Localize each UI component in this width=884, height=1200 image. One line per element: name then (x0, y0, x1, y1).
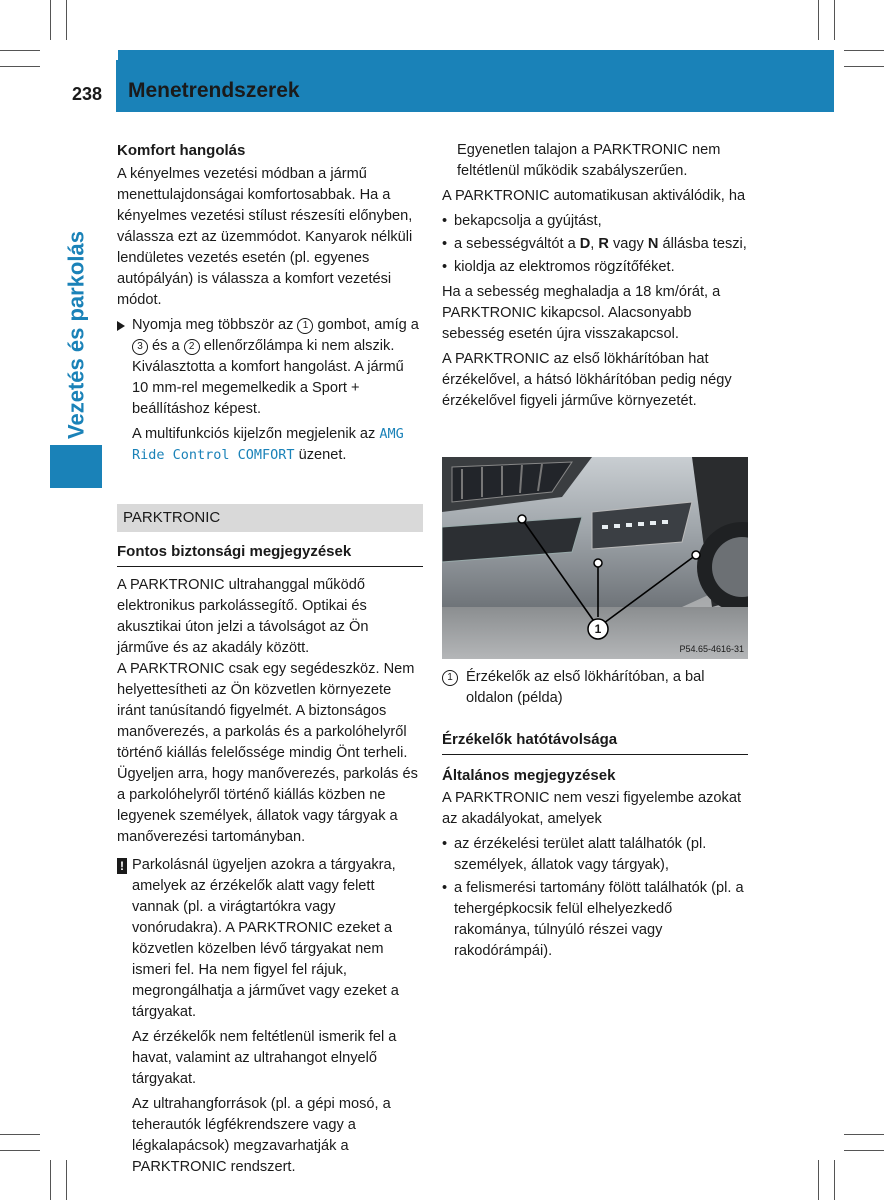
crop-mark (50, 0, 51, 40)
gear-d: D (579, 236, 591, 252)
crop-mark (66, 1160, 67, 1200)
crop-mark (844, 66, 884, 67)
gear-r: R (598, 236, 609, 252)
header-divider-line (116, 60, 118, 112)
crop-mark (66, 0, 67, 40)
crop-mark (50, 1160, 51, 1200)
callout-2-icon: 2 (184, 339, 200, 355)
safety-paragraph-2: A PARKTRONIC csak egy segédeszköz. Nem helyettesítheti az Ön közvetlen környezete iránt tanúsítandó figyelmét. A biztonságos manőverezés, a parkolás és a parkolóhelyről történő kiállás felelőssége mindig Önt terheli. Ügyeljen arra, hogy manőverezés, parkolás és a parkolóhelyről történő kiállás közben ne legyenek személyek, állatok vagy tárgyak a manőverezési tartományban. (117, 661, 418, 845)
right-column (442, 140, 748, 412)
list-text: vagy (608, 236, 648, 252)
list-item (442, 234, 748, 255)
step-text: ellenőrzőlámpa ki nem alszik. (199, 338, 395, 354)
list-text: állásba teszi, (658, 236, 747, 252)
warning-paragraph-3: Az ultrahangforrások (pl. a gépi mosó, a teherautók légfékrendszere vagy a légkalapácsok) megzavarhatják a PARKTRONIC rendszert. (132, 1096, 391, 1175)
crop-mark (844, 1134, 884, 1135)
display-code: AMG Ride Control COMFORT (132, 426, 404, 463)
warning-icon: ! (117, 858, 127, 874)
auto-activation-paragraph: A PARKTRONIC automatikusan aktiválódik, ha (442, 188, 746, 204)
step-arrow-icon (117, 321, 125, 331)
komfort-heading: Komfort hangolás (117, 142, 246, 159)
warning-paragraph-2: Az érzékelők nem feltétlenül ismerik fel a havat, valamint az ultrahangot elnyelő tárgyakat. (132, 1029, 397, 1087)
list-item: • a felismerési tartomány fölött találhatók (pl. a tehergépkocsik felül elhelyezkedő rakománya, túlnyúló részei vagy rakodórámpái). (442, 878, 748, 962)
bumper-sensor-photo (442, 457, 748, 659)
crop-mark (818, 0, 819, 40)
photo-caption (442, 667, 748, 709)
speed-paragraph: Ha a sebesség meghaladja a 18 km/órát, a PARKTRONIC kikapcsol. Alacsonyabb sebesség esetén újra visszakapcsol. (442, 284, 721, 342)
page-number: 238 (72, 84, 103, 104)
sensors-paragraph: A PARKTRONIC az első lökhárítóban hat érzékelővel, a hátsó lökhárítóban pedig négy érzékelővel figyeli járműve környezetét. (442, 351, 732, 409)
step-text: gombot, amíg a (313, 317, 419, 333)
caption-text: Érzékelők az első lökhárítóban, a bal oldalon (példa) (466, 669, 705, 706)
callout-1-icon: 1 (442, 670, 458, 686)
instruction-step (117, 315, 423, 357)
crop-mark (834, 0, 835, 40)
crop-mark (0, 1150, 40, 1151)
photo-reference: P54.65-4616-31 (679, 644, 744, 654)
general-paragraph: A PARKTRONIC nem veszi figyelembe azokat az akadályokat, amelyek (442, 790, 742, 827)
callout-1-icon: 1 (297, 318, 313, 334)
message-text: üzenet. (294, 447, 347, 463)
page-title: Menetrendszerek (128, 79, 300, 102)
photo-callout-label: 1 (594, 622, 602, 636)
step-text: Nyomja meg többször az (132, 317, 298, 333)
crop-mark (818, 1160, 819, 1200)
message-text: A multifunkciós kijelzőn megjelenik az (132, 426, 380, 442)
safety-heading: Fontos biztonsági megjegyzések (117, 541, 423, 567)
chapter-label: Vezetés és parkolás (63, 231, 89, 439)
step-result: Kiválasztotta a komfort hangolást. A jármű 10 mm-rel megemelkedik a Sport + beállításhoz képest. (132, 359, 404, 417)
range-heading: Érzékelők hatótávolsága (442, 729, 748, 755)
chapter-tab (50, 445, 102, 488)
crop-mark (0, 1134, 40, 1135)
list-text: , (590, 236, 599, 252)
left-column (117, 140, 423, 1178)
step-text: és a (148, 338, 184, 354)
callout-3-icon: 3 (132, 339, 148, 355)
crop-mark (0, 50, 40, 51)
right-column-lower (442, 667, 748, 962)
crop-mark (834, 1160, 835, 1200)
list-item: • bekapcsolja a gyújtást, (442, 211, 748, 232)
list-item: • kioldja az elektromos rögzítőféket. (442, 257, 748, 278)
crop-mark (0, 66, 40, 67)
section-title-parktronic: PARKTRONIC (117, 504, 423, 532)
warning-paragraph-1: Parkolásnál ügyeljen azokra a tárgyakra, amelyek az érzékelők alatt vagy felett vannak (pl. a virágtartókra vagy vonórudakra). A PARKTRONIC ezeket a közvetlen közelben lévő tárgyakat nem ismeri fel. Ha nem figyel fel rájuk, megrongálhatja a járművet vagy ezeket a tárgyakat. (132, 857, 399, 1020)
display-message-note (117, 424, 423, 466)
crop-mark (844, 50, 884, 51)
safety-paragraph-1: A PARKTRONIC ultrahanggal működő elektronikus parkolássegítő. Optikai és akusztikai úton jelzi a távolságot az Ön járműve és az akadály között. (117, 577, 369, 656)
crop-mark (844, 1150, 884, 1151)
komfort-paragraph: A kényelmes vezetési módban a jármű menettulajdonságai komfortosabbak. Ha a kényelmes vezetési stílust részesíti előnyben, válassza ezt az üzemmódot. Kanyarok nélküli lendületes vezetés esetén (pl. egyenes autópályán) is válassza a komfort vezetési módot. (117, 166, 413, 308)
list-text: a sebességváltót a (454, 236, 580, 252)
general-heading: Általános megjegyzések (442, 767, 616, 784)
gear-n: N (647, 236, 659, 252)
uneven-ground-note: Egyenetlen talajon a PARKTRONIC nem feltétlenül működik szabályszerűen. (457, 142, 721, 179)
list-item: • az érzékelési terület alatt találhatók (pl. személyek, állatok vagy tárgyak), (442, 834, 748, 876)
warning-block (117, 855, 423, 1178)
